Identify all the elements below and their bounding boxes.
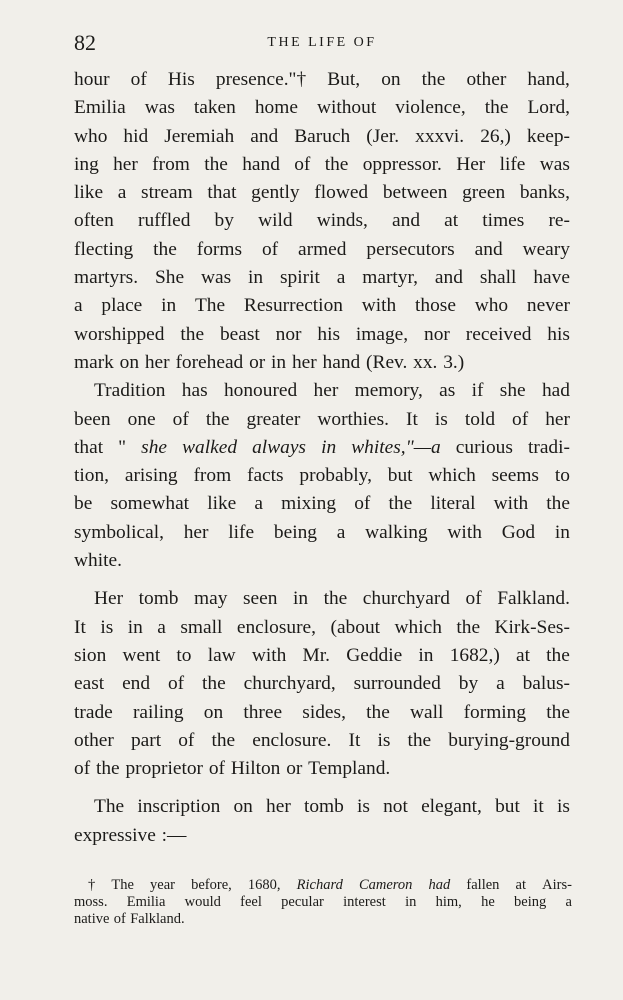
- word: before,: [191, 877, 232, 893]
- word: at: [515, 644, 530, 666]
- word: tomb: [303, 796, 344, 818]
- word: her: [313, 380, 339, 402]
- text-line: [74, 292, 570, 320]
- word: xxxvi.: [415, 125, 465, 147]
- text-line: [74, 123, 570, 151]
- word: to: [176, 644, 192, 666]
- word: probably,: [299, 465, 372, 487]
- word: symbolical,: [74, 521, 164, 543]
- word: of: [465, 588, 482, 610]
- word: :—: [161, 824, 187, 846]
- word: her: [545, 408, 570, 430]
- word: flecting: [74, 238, 134, 260]
- text-line: [74, 94, 570, 122]
- word: feel: [240, 894, 262, 910]
- word: have: [533, 267, 570, 289]
- word: Falkland.: [130, 911, 185, 927]
- word: It: [406, 408, 418, 430]
- word: the: [180, 323, 205, 345]
- word: banks,: [519, 182, 570, 204]
- word: His: [167, 69, 195, 90]
- word: martyr,: [362, 267, 419, 289]
- word: him,: [435, 894, 462, 910]
- word: which: [428, 465, 476, 487]
- word: of: [208, 758, 225, 780]
- word: never: [526, 295, 570, 317]
- text-line: [74, 377, 570, 405]
- word: forehead: [175, 351, 244, 373]
- text-line: [74, 822, 570, 850]
- word: burying-ground: [448, 729, 570, 751]
- word: other: [74, 729, 114, 751]
- body-text: [74, 66, 570, 850]
- word: in: [161, 295, 177, 317]
- word: who: [474, 295, 509, 317]
- word: east: [74, 673, 105, 695]
- word: by: [214, 210, 234, 232]
- word: with: [361, 295, 397, 317]
- paragraph-gap: [74, 783, 570, 793]
- word: ": [118, 436, 127, 458]
- word: in: [292, 588, 309, 610]
- text-line: [74, 207, 570, 235]
- word: 3.): [443, 351, 465, 373]
- word: walking: [365, 521, 428, 543]
- word: in: [554, 521, 570, 543]
- word: the: [202, 673, 226, 695]
- word: has: [181, 380, 208, 402]
- word: had: [541, 380, 570, 402]
- word: Emilia: [126, 894, 166, 910]
- word: walked: [182, 436, 238, 458]
- word: hand,: [527, 69, 570, 90]
- word: of: [74, 758, 91, 780]
- word: mixing: [281, 493, 337, 515]
- word: she: [141, 436, 168, 458]
- word: one: [127, 408, 156, 430]
- word: his: [317, 323, 341, 345]
- word: the: [546, 701, 570, 723]
- word: the: [323, 588, 348, 610]
- word: seems: [491, 465, 539, 487]
- word: †: [88, 877, 96, 893]
- word: and: [434, 267, 463, 289]
- word: was: [200, 267, 232, 289]
- word: Kirk-Ses-: [494, 616, 570, 638]
- word: the: [324, 153, 349, 175]
- word: but: [495, 796, 520, 818]
- word: those: [415, 295, 456, 317]
- word: nor: [424, 323, 450, 345]
- word: the: [546, 493, 570, 515]
- word: between: [382, 182, 448, 204]
- word: Cameron: [358, 877, 413, 893]
- word: Lord,: [527, 97, 570, 119]
- word: 1680,: [247, 877, 281, 893]
- word: went: [122, 644, 161, 666]
- word: xx.: [413, 351, 438, 373]
- word: if: [471, 380, 484, 402]
- word: pecular: [281, 894, 324, 910]
- word: persecutors: [366, 238, 455, 260]
- word: Her: [456, 153, 486, 175]
- word: at: [515, 877, 527, 893]
- word: fallen: [466, 877, 500, 893]
- word: inscription: [137, 796, 221, 818]
- word: that: [207, 182, 237, 204]
- word: small: [180, 616, 223, 638]
- word: the: [407, 729, 432, 751]
- word: memory,: [354, 380, 423, 402]
- text-line: [74, 349, 570, 377]
- word: forms: [196, 238, 243, 260]
- word: hand: [242, 153, 280, 175]
- word: with: [251, 644, 287, 666]
- word: worshipped: [74, 323, 165, 345]
- word: balus-: [522, 673, 570, 695]
- word: (Rev.: [366, 351, 408, 373]
- word: life: [228, 521, 255, 543]
- word: tomb: [138, 588, 179, 610]
- word: Resurrection: [243, 295, 343, 317]
- word: shall: [479, 267, 517, 289]
- word: of: [294, 153, 311, 175]
- word: railing: [132, 701, 184, 723]
- word: arising: [124, 465, 178, 487]
- word: martyrs.: [74, 267, 139, 289]
- text-line: [74, 642, 570, 670]
- word: he: [481, 894, 495, 910]
- word: winds,: [316, 210, 368, 232]
- word: seen: [242, 588, 278, 610]
- word: It: [348, 729, 361, 751]
- word: to: [554, 465, 570, 487]
- word: is: [100, 616, 114, 638]
- word: presence."†: [215, 69, 307, 90]
- word: a: [74, 295, 83, 317]
- word: a: [565, 894, 572, 910]
- word: hand: [322, 351, 361, 373]
- word: enclosure,: [236, 616, 317, 638]
- word: The: [111, 877, 134, 893]
- word: was: [539, 153, 570, 175]
- text-line: [74, 462, 570, 490]
- word: worthies.: [317, 408, 390, 430]
- word: 26,): [480, 125, 511, 147]
- word: keep-: [526, 125, 570, 147]
- word: proprietor: [125, 758, 204, 780]
- text-line: [74, 406, 570, 434]
- word: of: [172, 408, 189, 430]
- word: The: [194, 295, 226, 317]
- word: wild: [258, 210, 293, 232]
- word: violence,: [395, 97, 466, 119]
- word: in: [248, 267, 264, 289]
- text-line: [74, 66, 570, 94]
- word: elegant,: [421, 796, 482, 818]
- paragraph-gap: [74, 575, 570, 585]
- word: three: [243, 701, 283, 723]
- word: and: [474, 238, 503, 260]
- word: but: [387, 465, 413, 487]
- word: flowed: [314, 182, 369, 204]
- word: re-: [548, 210, 570, 232]
- word: Geddie: [346, 644, 403, 666]
- word: in: [418, 644, 434, 666]
- word: her: [113, 153, 138, 175]
- word: Richard: [296, 877, 343, 893]
- word: sides,: [302, 701, 346, 723]
- word: greater: [246, 408, 301, 430]
- word: stream: [141, 182, 193, 204]
- word: weary: [522, 238, 570, 260]
- word: a: [496, 673, 505, 695]
- word: by: [458, 673, 479, 695]
- word: on: [203, 701, 224, 723]
- word: Templand.: [308, 758, 391, 780]
- word: mark: [74, 351, 114, 373]
- word: times: [482, 210, 525, 232]
- word: The: [94, 796, 125, 818]
- word: as: [439, 380, 456, 402]
- text-line: [74, 894, 572, 911]
- word: her: [144, 351, 170, 373]
- word: his: [547, 323, 570, 345]
- word: churchyard: [362, 588, 451, 610]
- word: Mr.: [302, 644, 331, 666]
- word: God: [501, 521, 536, 543]
- word: hour: [74, 69, 110, 90]
- word: of: [167, 673, 185, 695]
- word: often: [74, 210, 114, 232]
- page-number: 82: [74, 30, 96, 55]
- word: is: [556, 796, 570, 818]
- word: armed: [298, 238, 347, 260]
- word: honoured: [223, 380, 298, 402]
- word: from: [193, 465, 232, 487]
- word: gently: [251, 182, 300, 204]
- word: the: [204, 153, 228, 175]
- word: somewhat: [110, 493, 190, 515]
- word: received: [465, 323, 532, 345]
- word: Baruch: [294, 125, 351, 147]
- word: literal: [430, 493, 476, 515]
- word: nor: [275, 323, 302, 345]
- word: tradi-: [527, 436, 570, 458]
- word: churchyard,: [243, 673, 336, 695]
- word: a: [254, 493, 263, 515]
- word: on: [381, 69, 401, 90]
- word: is: [434, 408, 448, 430]
- word: be: [74, 493, 93, 515]
- word: the: [456, 616, 481, 638]
- word: 1682,): [449, 644, 500, 666]
- word: oppressor.: [362, 153, 442, 175]
- word: end: [122, 673, 151, 695]
- text-line: [74, 699, 570, 727]
- word: native: [74, 911, 110, 927]
- word: Falkland.: [497, 588, 570, 610]
- word: in: [405, 894, 417, 910]
- text-line: [74, 877, 572, 894]
- word: enclosure.: [252, 729, 332, 751]
- word: of: [512, 408, 529, 430]
- text-line: [74, 179, 570, 207]
- word: told: [464, 408, 496, 430]
- word: tion,: [74, 465, 110, 487]
- word: or: [286, 758, 303, 780]
- word: year: [150, 877, 175, 893]
- word: facts: [246, 465, 284, 487]
- word: green: [462, 182, 506, 204]
- word: a: [336, 267, 346, 289]
- text-line: [74, 490, 570, 518]
- word: forming: [463, 701, 527, 723]
- word: moss.: [74, 894, 108, 910]
- word: had: [428, 877, 451, 893]
- word: the: [153, 238, 177, 260]
- word: is: [377, 729, 391, 751]
- word: from: [152, 153, 190, 175]
- word: of: [261, 238, 279, 260]
- text-line: [74, 264, 570, 292]
- word: Emilia: [74, 97, 126, 119]
- word: the: [205, 408, 230, 430]
- page-header: [74, 30, 570, 54]
- word: with: [493, 493, 529, 515]
- text-line: [74, 321, 570, 349]
- text-line: [74, 670, 570, 698]
- word: she: [499, 380, 526, 402]
- word: trade: [74, 701, 113, 723]
- word: without: [316, 97, 377, 119]
- word: surrounded: [353, 673, 441, 695]
- word: whites,"—a: [351, 436, 441, 458]
- word: other: [466, 69, 507, 90]
- word: beast: [219, 323, 260, 345]
- word: would: [184, 894, 221, 910]
- word: the: [211, 729, 236, 751]
- word: of: [178, 729, 195, 751]
- word: ruffled: [137, 210, 191, 232]
- word: wall: [410, 701, 444, 723]
- text-line: [74, 434, 570, 462]
- word: being: [273, 521, 317, 543]
- word: the: [421, 69, 446, 90]
- word: home: [254, 97, 298, 119]
- word: But,: [327, 69, 361, 90]
- word: law: [207, 644, 236, 666]
- word: part: [130, 729, 162, 751]
- word: sion: [74, 644, 107, 666]
- word: may: [194, 588, 228, 610]
- word: Tradition: [94, 380, 166, 402]
- word: her: [183, 521, 209, 543]
- word: the: [484, 97, 509, 119]
- word: at: [444, 210, 459, 232]
- word: her: [266, 796, 291, 818]
- text-line: [74, 547, 570, 575]
- word: on: [233, 796, 253, 818]
- text-line: [74, 585, 570, 613]
- text-line: [74, 755, 570, 783]
- word: She: [154, 267, 185, 289]
- word: Hilton: [230, 758, 281, 780]
- word: a: [157, 616, 166, 638]
- word: the: [366, 701, 390, 723]
- word: a: [336, 521, 346, 543]
- word: of: [130, 69, 147, 90]
- word: like: [207, 493, 237, 515]
- word: curious: [455, 436, 513, 458]
- word: place: [101, 295, 143, 317]
- word: of: [354, 493, 371, 515]
- word: the: [388, 493, 413, 515]
- word: been: [74, 408, 111, 430]
- word: her: [291, 351, 317, 373]
- word: interest: [343, 894, 386, 910]
- word: hid: [123, 125, 149, 147]
- word: a: [117, 182, 127, 204]
- word: the: [546, 644, 570, 666]
- word: Her: [94, 588, 124, 610]
- word: always: [252, 436, 306, 458]
- word: or: [249, 351, 266, 373]
- word: image,: [355, 323, 409, 345]
- word: and: [392, 210, 421, 232]
- word: ing: [74, 153, 99, 175]
- word: Airs-: [542, 877, 572, 893]
- word: of: [113, 911, 126, 927]
- text-line: [74, 911, 572, 928]
- word: it: [533, 796, 544, 818]
- word: not: [383, 796, 408, 818]
- word: It: [74, 616, 86, 638]
- word: in: [127, 616, 143, 638]
- text-line: [74, 236, 570, 264]
- word: with: [447, 521, 482, 543]
- text-line: [74, 614, 570, 642]
- text-line: [74, 519, 570, 547]
- text-line: [74, 727, 570, 755]
- word: Jeremiah: [164, 125, 235, 147]
- word: being: [514, 894, 547, 910]
- word: (about: [330, 616, 381, 638]
- word: taken: [193, 97, 236, 119]
- word: the: [95, 758, 120, 780]
- word: like: [74, 182, 104, 204]
- word: and: [250, 125, 279, 147]
- word: that: [74, 436, 104, 458]
- word: who: [74, 125, 108, 147]
- word: (Jer.: [366, 125, 400, 147]
- word: was: [144, 97, 175, 119]
- word: white.: [74, 550, 122, 572]
- word: expressive: [74, 824, 156, 846]
- text-line: [74, 793, 570, 821]
- word: which: [394, 616, 442, 638]
- word: in: [271, 351, 287, 373]
- word: spirit: [280, 267, 320, 289]
- footnote: [74, 877, 572, 928]
- word: is: [357, 796, 370, 818]
- word: in: [321, 436, 337, 458]
- word: on: [119, 351, 140, 373]
- running-title: THE LIFE OF: [267, 35, 377, 50]
- word: life: [499, 153, 526, 175]
- text-line: [74, 151, 570, 179]
